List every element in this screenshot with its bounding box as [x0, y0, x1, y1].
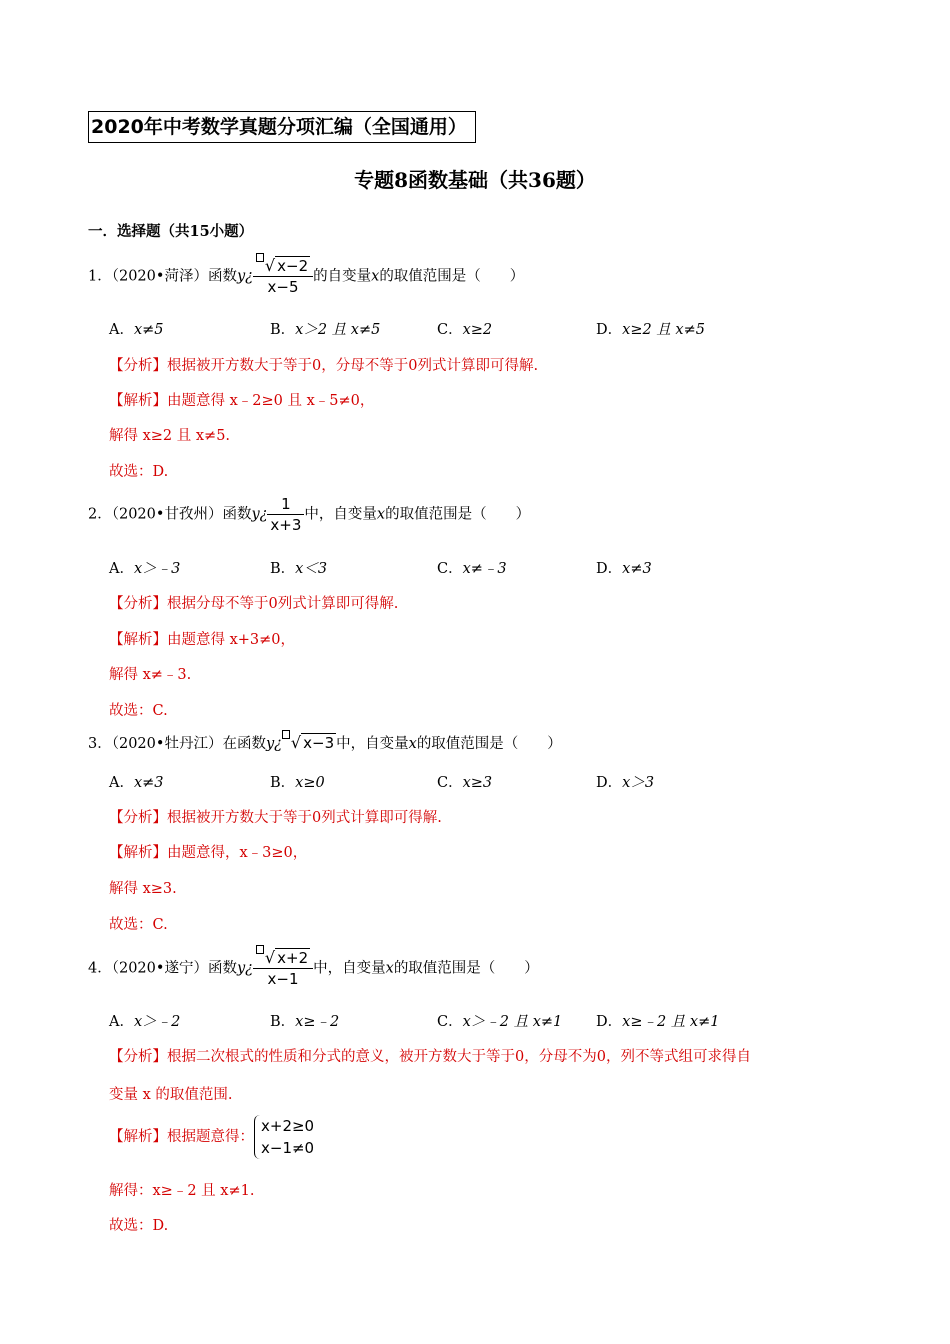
question-number: 4． — [88, 960, 112, 977]
option-d[interactable]: D．x＞3 — [596, 775, 655, 791]
denominator: x−1 — [267, 970, 299, 988]
option-b[interactable]: B．x≥﹣2 — [270, 1014, 340, 1030]
question-text: 的取值范围是（ ） — [393, 960, 539, 977]
function-symbol: y¿ — [236, 268, 253, 285]
variable: x — [408, 736, 417, 752]
question-text: 中，自变量 — [313, 960, 386, 977]
variable: x — [376, 506, 386, 523]
answer: 故选：C. — [109, 703, 168, 719]
option-a[interactable]: A．x＞﹣3 — [109, 561, 181, 577]
solution — [109, 1115, 314, 1159]
inequality-2: x−1≠0 — [261, 1139, 315, 1157]
analysis-line-2: 变量 x 的取值范围. — [109, 1087, 233, 1103]
section-heading: 一．选择题（共15小题） — [88, 223, 254, 240]
option-d[interactable]: D．x≥2 且 x≠5 — [596, 322, 705, 338]
option-b[interactable]: B．x＜3 — [270, 561, 328, 577]
answer: 故选：C. — [109, 917, 168, 933]
radicand: x−3 — [303, 734, 335, 752]
option-c[interactable]: C．x≥3 — [437, 775, 493, 791]
question-source: （2020•遂宁）函数 — [111, 960, 237, 977]
option-c[interactable]: C．x＞﹣2 且 x≠1 — [437, 1014, 563, 1030]
fraction-expression: $\frac{√ x-2}{x-5}$ — [253, 256, 313, 297]
inequality-1: x+2≥0 — [261, 1117, 315, 1135]
question-source: （2020•牡丹江）在函数 — [111, 736, 266, 752]
option-c[interactable]: C．x≠﹣3 — [437, 561, 507, 577]
fraction-expression: $\frac{√ x+2}{x-1}$ — [253, 948, 313, 989]
question-text: 的取值范围是（ ） — [379, 268, 525, 285]
solution-text: 【解析】根据题意得： — [109, 1129, 254, 1145]
analysis: 【分析】根据被开方数大于等于0，分母不等于0列式计算即可得解. — [109, 358, 539, 374]
answer: 故选：D. — [109, 1218, 169, 1234]
solution: 【解析】由题意得 x﹣2≥0 且 x﹣5≠0， — [109, 393, 375, 409]
option-b[interactable]: B．x＞2 且 x≠5 — [270, 322, 381, 338]
radical-expression: √ x−3 — [282, 733, 336, 754]
question-text: 的取值范围是（ ） — [385, 506, 531, 523]
fraction-expression — [267, 494, 304, 535]
question-3 — [88, 733, 562, 754]
function-symbol: y¿ — [251, 506, 268, 523]
question-text: 中，自变量 — [336, 736, 409, 752]
question-number: 3． — [88, 736, 112, 752]
option-c[interactable]: C．x≥2 — [437, 322, 493, 338]
option-a[interactable]: A．x≠5 — [109, 322, 164, 338]
solution-result: 解得 x≥2 且 x≠5. — [109, 428, 231, 444]
solution-result: 解得：x≥﹣2 且 x≠1. — [109, 1183, 255, 1199]
question-2 — [88, 494, 530, 535]
function-symbol: y¿ — [265, 736, 282, 752]
denominator: x+3 — [270, 516, 302, 534]
answer: 故选：D. — [109, 464, 169, 480]
analysis-line-1: 【分析】根据二次根式的性质和分式的意义，被开方数大于等于0，分母不为0，列不等式组可求得自 — [109, 1049, 751, 1065]
question-1 — [88, 256, 524, 297]
option-a[interactable]: A．x＞﹣2 — [109, 1014, 181, 1030]
question-number: 1． — [88, 268, 112, 285]
function-symbol: y¿ — [236, 960, 253, 977]
solution-result: 解得 x≠﹣3. — [109, 667, 192, 683]
question-text: 的取值范围是（ ） — [416, 736, 562, 752]
analysis: 【分析】根据分母不等于0列式计算即可得解. — [109, 596, 399, 612]
option-d[interactable]: D．x≠3 — [596, 561, 652, 577]
inequality-system — [254, 1115, 314, 1159]
variable: x — [371, 268, 380, 285]
question-4 — [88, 948, 539, 989]
radicand: x−2 — [277, 257, 309, 275]
page-title: 专题8函数基础（共36题） — [354, 168, 596, 192]
question-text: 的自变量 — [313, 268, 372, 285]
document-header: 2020年中考数学真题分项汇编（全国通用） — [88, 111, 476, 143]
option-d[interactable]: D．x≥﹣2 且 x≠1 — [596, 1014, 720, 1030]
solution-result: 解得 x≥3. — [109, 881, 177, 897]
question-text: 中，自变量 — [304, 506, 377, 523]
numerator: 1 — [267, 494, 304, 515]
option-a[interactable]: A．x≠3 — [109, 775, 164, 791]
question-source: （2020•甘孜州）函数 — [111, 506, 252, 523]
analysis: 【分析】根据被开方数大于等于0列式计算即可得解. — [109, 810, 442, 826]
radicand: x+2 — [277, 949, 309, 967]
question-number: 2． — [88, 506, 112, 523]
question-source: （2020•菏泽）函数 — [111, 268, 237, 285]
solution: 【解析】由题意得 x+3≠0， — [109, 632, 296, 648]
variable: x — [385, 960, 394, 977]
denominator: x−5 — [267, 278, 299, 296]
option-b[interactable]: B．x≥0 — [270, 775, 325, 791]
solution: 【解析】由题意得，x﹣3≥0， — [109, 845, 308, 861]
